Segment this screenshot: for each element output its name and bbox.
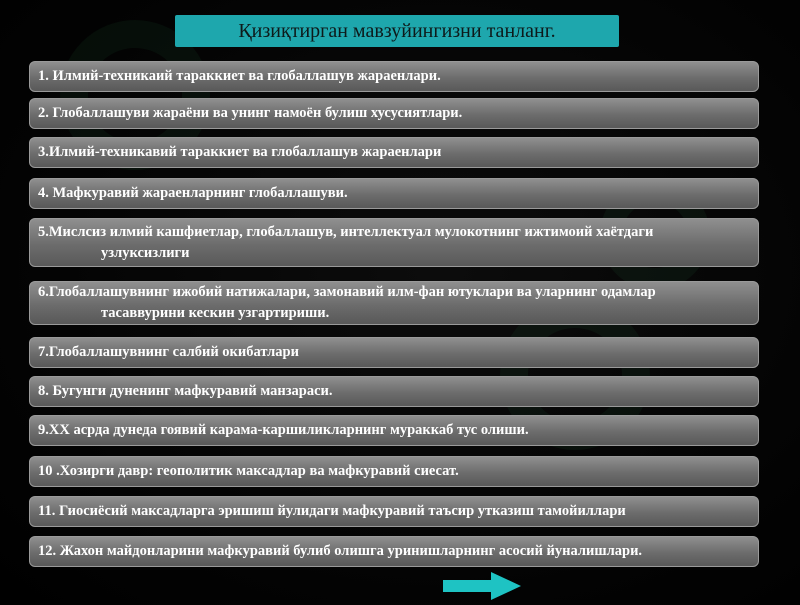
topic-item-10[interactable] bbox=[29, 456, 759, 487]
topic-item-2[interactable] bbox=[29, 98, 759, 129]
right-arrow-icon bbox=[443, 572, 521, 600]
topic-item-1[interactable] bbox=[29, 61, 759, 92]
topic-item-5[interactable] bbox=[29, 218, 759, 267]
topic-item-9[interactable] bbox=[29, 415, 759, 446]
next-button[interactable] bbox=[443, 572, 521, 602]
topic-item-8[interactable] bbox=[29, 376, 759, 407]
topic-label: 10 .Хозирги давр: геополитик максадлар ва мафкуравий сиесат. bbox=[38, 463, 459, 479]
topic-label: 3.Илмий-техникавий тараккиет ва глобаллашув жараенлари bbox=[38, 144, 442, 160]
topic-item-7[interactable] bbox=[29, 337, 759, 368]
topic-item-6[interactable] bbox=[29, 281, 759, 325]
topic-label-line1: 5.Мислсиз илмий кашфиетлар, глобаллашув, интеллектуал мулокотнинг ижтимоий хаётдаги bbox=[38, 223, 654, 240]
topic-label: 4. Мафкуравий жараенларнинг глобаллашуви. bbox=[38, 185, 348, 201]
topic-item-12[interactable] bbox=[29, 536, 759, 567]
topic-label: 12. Жахон майдонларини мафкуравий булиб олишга уринишларнинг асосий йуналишлари. bbox=[38, 543, 643, 559]
topic-item-11[interactable] bbox=[29, 496, 759, 527]
topic-item-3[interactable] bbox=[29, 137, 759, 168]
topic-label: 11. Гиосиёсий максадларга эришиш йулидаги мафкуравий таъсир утказиш тамойиллари bbox=[38, 503, 626, 519]
page-title: Қизиқтирган мавзуйингизни танланг. bbox=[175, 15, 619, 47]
topic-label: 7.Глобаллашувнинг салбий окибатлари bbox=[38, 344, 299, 360]
topic-label-line2: тасаввурини кескин узгартириши. bbox=[101, 305, 330, 321]
topic-item-4[interactable] bbox=[29, 178, 759, 209]
topic-label: 1. Илмий-техникаий тараккиет ва глобаллашув жараенлари. bbox=[38, 68, 441, 84]
topic-label: 2. Глобаллашуви жараёни ва унинг намоён булиш хусусиятлари. bbox=[38, 105, 463, 121]
topic-label-line2: узлуксизлиги bbox=[101, 244, 190, 261]
topic-label-line1: 6.Глобаллашувнинг ижобий натижалари, замонавий илм-фан ютуклари ва уларнинг одамлар bbox=[38, 284, 656, 300]
topic-label: 8. Бугунги дуненинг мафкуравий манзараси. bbox=[38, 383, 333, 399]
topic-label: 9.ХХ асрда дунеда гоявий карама-каршиликларнинг мураккаб тус олиши. bbox=[38, 422, 529, 438]
